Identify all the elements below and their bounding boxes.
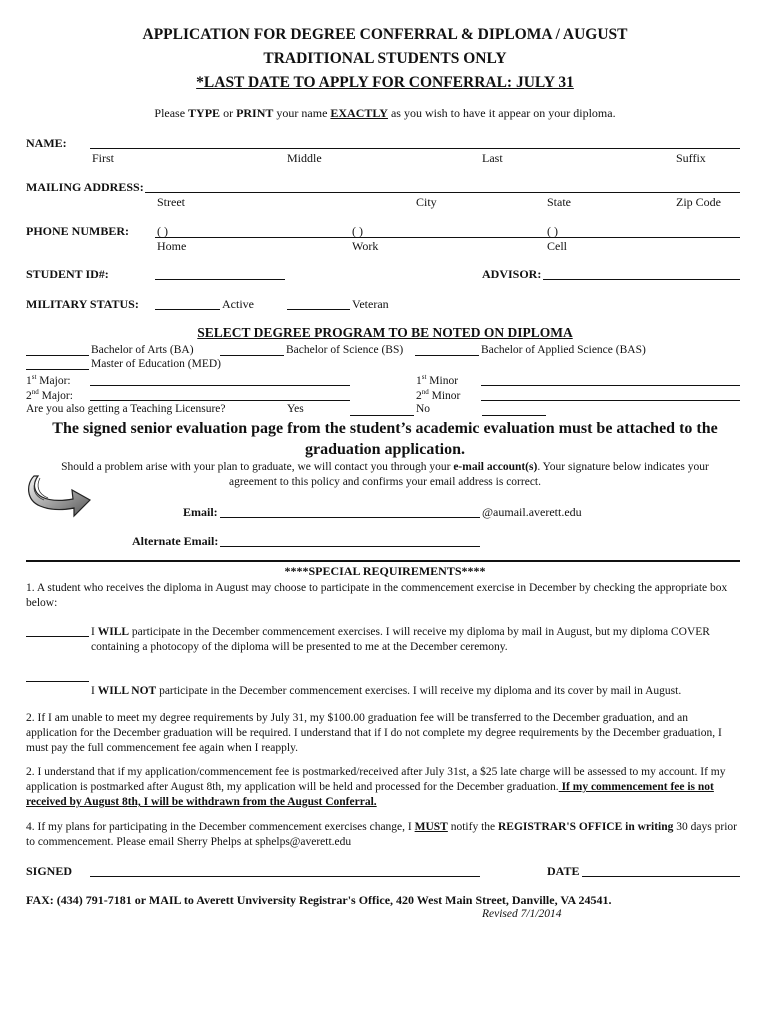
date-field[interactable] [582,876,740,877]
email-input[interactable] [220,517,480,518]
zip-caption: Zip Code [676,195,721,209]
will-not-participate-text: I WILL NOT participate in the December commencement exercises. I will receive my diploma and its cover by mail in August. [91,685,682,697]
special-item-2: 2. If I am unable to meet my degree requirements by July 31, my $100.00 graduation fee will be transferred to the December graduation, and an application for the December graduation will be required. I understand that if I do not complete my degree requirements by the December graduation, I must pay the full commencement fee again when I reapply. [26,712,722,754]
active-caption: Active [222,297,254,311]
student-id-field[interactable] [155,279,285,280]
degree-heading: SELECT DEGREE PROGRAM TO BE NOTED ON DIPLOMA [197,325,573,340]
second-minor-label: 2nd Minor [416,388,461,402]
name-instruction: Please TYPE or PRINT your name EXACTLY as you wish to have it appear on your diploma. [154,106,616,120]
special-item-3: 2. I understand that if my application/commencement fee is postmarked/received after July 31st, a $25 late charge will be assessed to my account. If my application is postmarked after August 8th, my application will be held and processed for the December graduation. If my commencement fee is not received by August 8th, I will be withdrawn from the August Conferral. [26,766,726,808]
first-minor-field[interactable] [481,385,740,386]
veteran-checkbox[interactable] [287,309,350,310]
first-name-caption: First [92,151,115,165]
second-minor-field[interactable] [481,400,740,401]
arrow-icon [24,470,94,522]
home-area-code: ( ) [157,224,168,238]
active-checkbox[interactable] [155,309,220,310]
special-item-4: 4. If my plans for participating in the December commencement exercises change, I MUST notify the REGISTRAR'S OFFICE in writing 30 days prior to commencement. Please email Sherry Phelps at sphelps@averett.edu [26,821,737,848]
bs-caption: Bachelor of Science (BS) [286,344,404,356]
last-name-caption: Last [482,151,503,165]
revision-date: Revised 7/1/2014 [482,908,562,920]
first-major-label: 1st Major: [26,373,71,387]
fax-mail-instructions: FAX: (434) 791-7181 or MAIL to Averett Unviversity Registrar's Office, 420 West Main Street, Danville, VA 24541. [26,893,612,907]
middle-name-caption: Middle [287,151,322,165]
licensure-yes-caption: Yes [287,403,304,415]
licensure-no-caption: No [416,403,431,415]
licensure-question: Are you also getting a Teaching Licensure? [26,403,226,415]
state-caption: State [547,195,571,209]
city-caption: City [416,195,437,209]
section-divider [26,560,740,562]
will-participate-text: I WILL participate in the December commencement exercises. I will receive my diploma by mail in August, but my diploma COVER containing a photocopy of the diploma will be presented to me at the December ceremony. [91,626,710,653]
evaluation-notice-line1: The signed senior evaluation page from the student’s academic evaluation must be attached to the [52,420,718,437]
address-field[interactable] [145,192,740,193]
second-major-label: 2nd Major: [26,388,73,402]
first-major-field[interactable] [90,385,350,386]
work-area-code: ( ) [352,224,363,238]
cell-caption: Cell [547,239,567,253]
first-minor-label: 1st Minor [416,373,459,387]
signature-field[interactable] [90,876,480,877]
licensure-yes-checkbox[interactable] [350,415,414,416]
evaluation-notice-line2: graduation application. [304,441,466,458]
bs-checkbox[interactable] [220,355,284,356]
student-id-label: STUDENT ID#: [26,267,109,281]
email-domain: @aumail.averett.edu [482,505,582,519]
will-not-participate-checkbox[interactable] [26,681,89,682]
advisor-label: ADVISOR: [482,267,542,281]
name-label: NAME: [26,136,67,150]
home-caption: Home [157,239,187,253]
email-label: Email: [183,505,218,519]
special-requirements-heading: ****SPECIAL REQUIREMENTS**** [284,564,486,578]
bas-caption: Bachelor of Applied Science (BAS) [481,344,646,356]
advisor-field[interactable] [543,279,740,280]
alternate-email-input[interactable] [220,546,480,547]
deadline-notice: *LAST DATE TO APPLY FOR CONFERRAL: JULY 31 [196,74,574,91]
work-caption: Work [352,239,379,253]
email-policy-line2: agreement to this policy and confirms your email address is correct. [229,476,541,488]
date-label: DATE [547,864,580,878]
special-item-1: 1. A student who receives the diploma in August may choose to participate in the commencement exercise in December by checking the appropriate box below: [26,582,728,609]
signed-label: SIGNED [26,864,73,878]
veteran-caption: Veteran [352,297,389,311]
phone-label: PHONE NUMBER: [26,224,129,238]
email-policy-line1: Should a problem arise with your plan to graduate, we will contact you through your e-mail account(s). Your signature below indicates your [61,461,709,473]
form-title: APPLICATION FOR DEGREE CONFERRAL & DIPLOMA / AUGUST [142,26,628,43]
med-caption: Master of Education (MED) [91,358,221,370]
phone-field[interactable] [155,237,740,238]
name-field[interactable] [90,148,740,149]
ba-caption: Bachelor of Arts (BA) [91,344,194,356]
med-checkbox[interactable] [26,369,89,370]
second-major-field[interactable] [90,400,350,401]
street-caption: Street [157,195,185,209]
bas-checkbox[interactable] [415,355,479,356]
military-status-label: MILITARY STATUS: [26,297,139,311]
suffix-caption: Suffix [676,151,706,165]
will-participate-checkbox[interactable] [26,636,89,637]
form-subtitle: TRADITIONAL STUDENTS ONLY [263,50,507,67]
licensure-no-checkbox[interactable] [482,415,546,416]
alternate-email-label: Alternate Email: [132,534,219,548]
ba-checkbox[interactable] [26,355,89,356]
mailing-address-label: MAILING ADDRESS: [26,180,144,194]
cell-area-code: ( ) [547,224,558,238]
